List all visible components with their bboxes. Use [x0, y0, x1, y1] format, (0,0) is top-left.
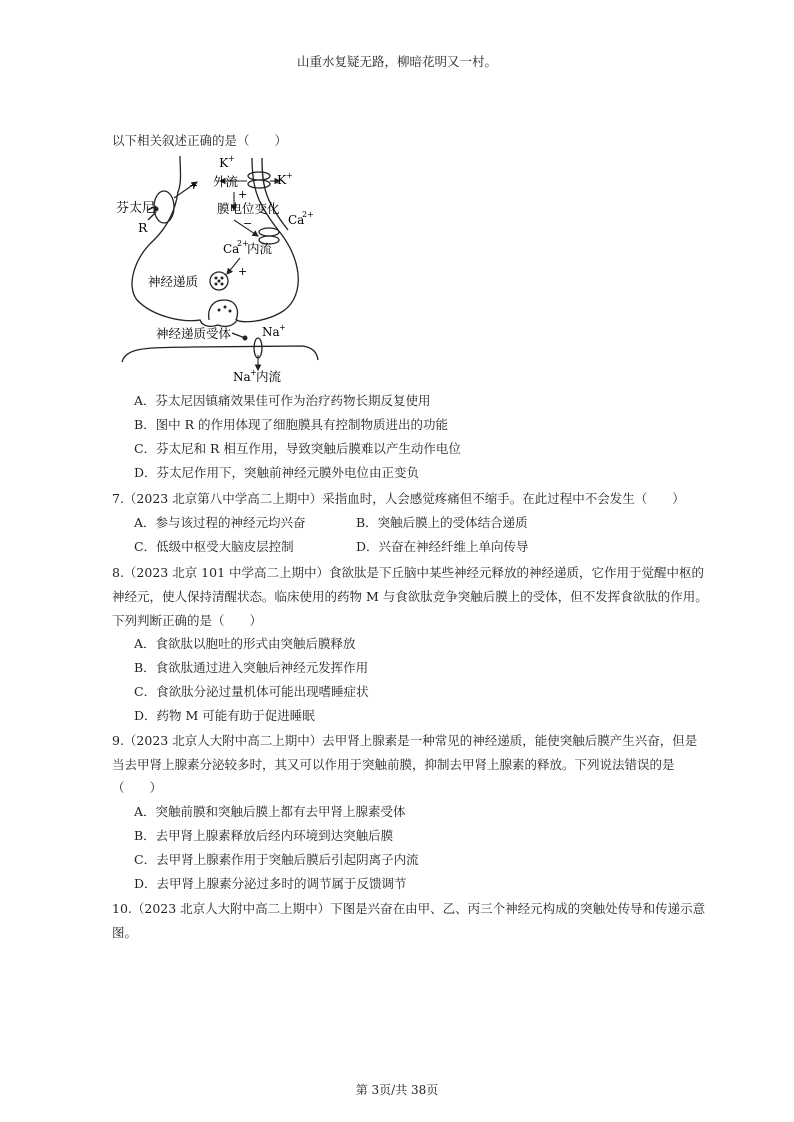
q9-stem-line1: 9.（2023 北京人大附中高二上期中）去甲肾上腺素是一种常见的神经递质，能使突触后膜产生兴奋，但是	[112, 733, 698, 748]
q9-option-d: D．去甲肾上腺素分泌过多时的调节属于反馈调节	[134, 876, 407, 891]
plus-sign-1: +	[189, 179, 199, 192]
q9-option-c: C．去甲肾上腺素作用于突触后膜后引起阴离子内流	[134, 852, 419, 867]
membrane-change-label: 膜电位变化	[217, 201, 280, 216]
nt-receptor-label: 神经递质受体	[156, 326, 232, 341]
ca-influx-label: 内流	[247, 241, 273, 256]
q8-stem-line3: 下列判断正确的是（ ）	[112, 613, 263, 628]
q8-option-b: B．食欲肽通过进入突触后神经元发挥作用	[134, 660, 369, 675]
q8-stem-line2: 神经元，使人保持清醒状态。临床使用的药物 M 与食欲肽竞争突触后膜上的受体，但不发挥食欲肽的作用。	[112, 589, 708, 604]
q6-stem-tail: 以下相关叙述正确的是（ ）	[112, 133, 288, 148]
neurotransmitter-label: 神经递质	[148, 274, 199, 289]
q6-option-a: A．芬太尼因镇痛效果佳可作为治疗药物长期反复使用	[134, 393, 431, 408]
q6-option-b: B．图中 R 的作用体现了细胞膜具有控制物质进出的功能	[134, 417, 449, 432]
k-ion-label: K	[219, 155, 229, 170]
k-ion-sup: +	[228, 154, 235, 163]
k-ion-sup-right: +	[286, 171, 293, 180]
q6-option-d: D．芬太尼作用下，突触前神经元膜外电位由正变负	[134, 465, 420, 480]
q6-option-c: C．芬太尼和 R 相互作用，导致突触后膜难以产生动作电位	[134, 441, 461, 456]
k-ion-label-right: K	[277, 172, 287, 187]
page-footer: 第 3页/共 38页	[355, 1083, 439, 1097]
q8-option-a: A．食欲肽以胞吐的形式由突触后膜释放	[134, 636, 356, 651]
plus-sign-3: +	[238, 265, 248, 278]
na-ion-sup: +	[279, 323, 286, 332]
minus-sign: −	[243, 217, 253, 230]
k-efflux-label: 外流	[213, 174, 239, 189]
q7-option-c: C．低级中枢受大脑皮层控制	[134, 539, 294, 554]
q7-option-d: D．兴奋在神经纤维上单向传导	[356, 539, 529, 554]
q7-option-a: A．参与该过程的神经元均兴奋	[134, 515, 306, 530]
fentanyl-label: 芬太尼	[116, 201, 156, 216]
ca-ion-sup: 2+	[302, 210, 314, 219]
na-influx-sup: +	[250, 368, 257, 377]
q8-stem-line1: 8.（2023 北京 101 中学高二上期中）食欲肽是下丘脑中某些神经元释放的神经递质，它作用于觉醒中枢的	[112, 565, 705, 580]
na-influx-ion: Na	[233, 370, 251, 384]
na-influx-label: 内流	[256, 369, 282, 384]
ca-influx-ion: Ca	[223, 242, 240, 256]
q9-option-a: A．突触前膜和突触后膜上都有去甲肾上腺素受体	[134, 804, 406, 819]
na-ion-label: Na	[262, 325, 280, 339]
q9-stem-line3: （ ）	[112, 780, 163, 795]
q10-stem-line1: 10.（2023 北京人大附中高二上期中）下图是兴奋在由甲、乙、丙三个神经元构成的突触处传导和传递示意	[112, 901, 706, 916]
q9-option-b: B．去甲肾上腺素释放后经内环境到达突触后膜	[134, 828, 394, 843]
plus-sign-2: +	[238, 188, 248, 201]
receptor-r-label: R	[138, 220, 148, 235]
ca-ion-label: Ca	[288, 213, 305, 227]
page-header-motto: 山重水复疑无路，柳暗花明又一村。	[296, 54, 497, 69]
ca-influx-sup: 2+	[237, 239, 249, 248]
q9-stem-line2: 当去甲肾上腺素分泌较多时，其又可以作用于突触前膜，抑制去甲肾上腺素的释放。下列说法错误的是	[112, 757, 675, 772]
q8-option-d: D．药物 M 可能有助于促进睡眠	[134, 708, 315, 723]
synapse-diagram	[112, 150, 332, 390]
q10-stem-line2: 图。	[112, 925, 138, 940]
q8-option-c: C．食欲肽分泌过量机体可能出现嗜睡症状	[134, 684, 369, 699]
q7-option-b: B．突触后膜上的受体结合递质	[356, 515, 528, 530]
q7-stem: 7.（2023 北京第八中学高二上期中）采指血时，人会感觉疼痛但不缩手。在此过程中不会发生（ ）	[112, 491, 685, 506]
